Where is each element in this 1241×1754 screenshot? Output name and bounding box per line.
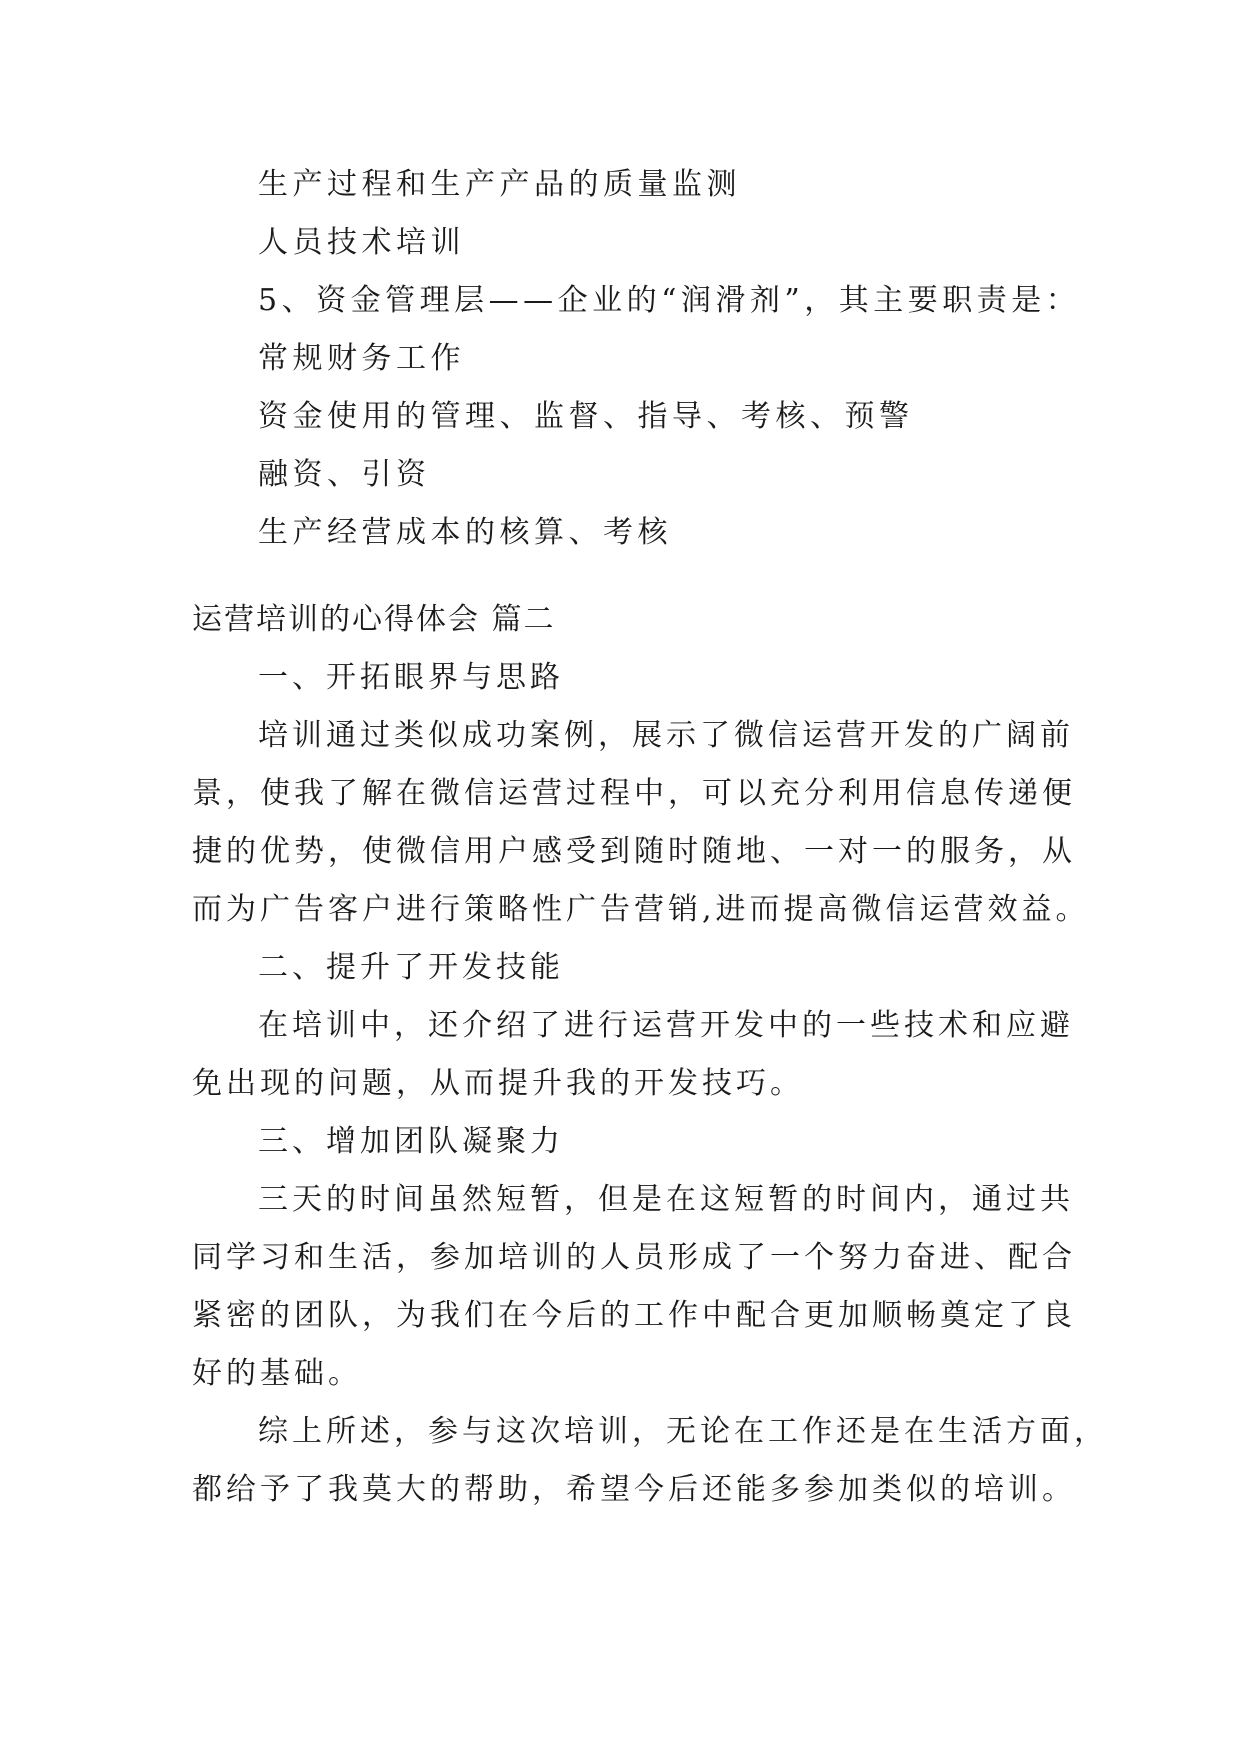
subheading-broaden-horizons: 一、开拓眼界与思路 [258,660,564,695]
list-item-fund-management: 资金使用的管理、监督、指导、考核、预警 [258,399,914,434]
paragraph-line: 都给予了我莫大的帮助，希望今后还能多参加类似的培训。 [192,1472,1076,1507]
paragraph-line: 而为广告客户进行策略性广告营销,进而提高微信运营效益。 [192,892,1090,927]
paragraph-line: 在培训中，还介绍了进行运营开发中的一些技术和应避 [258,1008,1074,1043]
paragraph-line: 紧密的团队，为我们在今后的工作中配合更加顺畅奠定了良 [192,1298,1076,1333]
section-heading: 运营培训的心得体会 篇二 [192,602,556,637]
paragraph-line: 景，使我了解在微信运营过程中，可以充分利用信息传递便 [192,776,1076,811]
list-item-regular-finance: 常规财务工作 [258,341,465,376]
list-item-staff-training: 人员技术培训 [258,225,465,260]
list-item-quality-monitoring: 生产过程和生产产品的质量监测 [258,167,741,202]
list-item-cost-accounting: 生产经营成本的核算、考核 [258,515,672,550]
paragraph-line: 免出现的问题，从而提升我的开发技巧。 [192,1066,804,1101]
paragraph-line: 综上所述，参与这次培训，无论在工作还是在生活方面， [258,1414,1108,1449]
paragraph-line: 三天的时间虽然短暂，但是在这短暂的时间内，通过共 [258,1182,1074,1217]
paragraph-line: 培训通过类似成功案例，展示了微信运营开发的广阔前 [258,718,1074,753]
list-item-finance-layer: 5、资金管理层——企业的“润滑剂”，其主要职责是： [258,283,1081,318]
subheading-dev-skills: 二、提升了开发技能 [258,950,564,985]
paragraph-line: 同学习和生活，参加培训的人员形成了一个努力奋进、配合 [192,1240,1076,1275]
paragraph-line: 好的基础。 [192,1356,362,1391]
list-item-financing: 融资、引资 [258,457,431,492]
subheading-team-cohesion: 三、增加团队凝聚力 [258,1124,564,1159]
paragraph-line: 捷的优势，使微信用户感受到随时随地、一对一的服务，从 [192,834,1076,869]
